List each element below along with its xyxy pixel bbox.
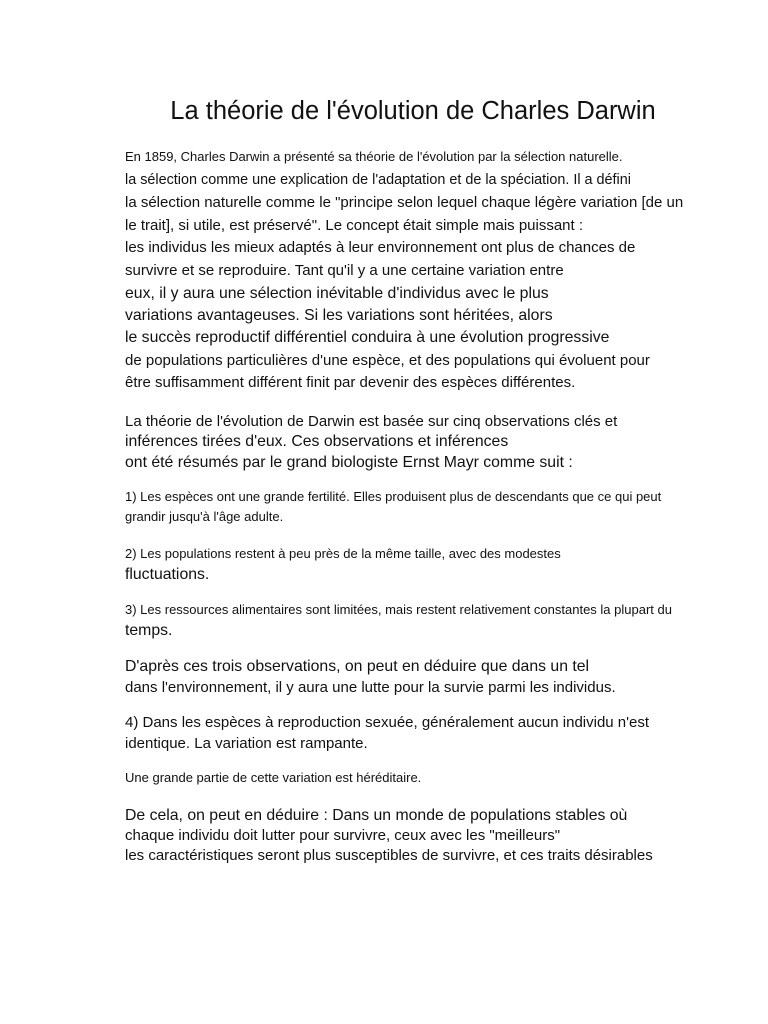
text-line: le succès reproductif différentiel conduira à une évolution progressive: [125, 329, 610, 346]
document-title: La théorie de l'évolution de Charles Darwin: [170, 97, 656, 125]
text-line: être suffisamment différent finit par devenir des espèces différentes.: [125, 374, 576, 391]
text-line: les caractéristiques seront plus susceptibles de survivre, et ces traits désirables: [125, 847, 653, 864]
text-line: 3) Les ressources alimentaires sont limitées, mais restent relativement constantes la plupart du: [125, 602, 672, 617]
text-line: Une grande partie de cette variation est héréditaire.: [125, 770, 422, 785]
text-line: fluctuations.: [125, 566, 210, 583]
text-line: En 1859, Charles Darwin a présenté sa théorie de l'évolution par la sélection naturelle.: [125, 149, 623, 164]
text-line: 1) Les espèces ont une grande fertilité. Elles produisent plus de descendants que ce qui peut: [125, 489, 662, 504]
text-line: 4) Dans les espèces à reproduction sexuée, généralement aucun individu n'est: [125, 714, 650, 731]
text-line: grandir jusqu'à l'âge adulte.: [125, 509, 284, 524]
text-line: 2) Les populations restent à peu près de la même taille, avec des modestes: [125, 546, 561, 561]
text-line: D'après ces trois observations, on peut en déduire que dans un tel: [125, 658, 590, 675]
text-line: variations avantageuses. Si les variations sont héritées, alors: [125, 307, 553, 324]
text-line: La théorie de l'évolution de Darwin est basée sur cinq observations clés et: [125, 413, 618, 430]
text-line: chaque individu doit lutter pour survivre, ceux avec les "meilleurs": [125, 827, 561, 844]
text-line: les individus les mieux adaptés à leur environnement ont plus de chances de: [125, 239, 636, 256]
text-line: la sélection comme une explication de l'adaptation et de la spéciation. Il a défini: [125, 172, 631, 188]
text-line: eux, il y aura une sélection inévitable d'individus avec le plus: [125, 285, 549, 302]
text-line: temps.: [125, 622, 173, 639]
text-line: dans l'environnement, il y aura une lutte pour la survie parmi les individus.: [125, 679, 616, 696]
text-line: de populations particulières d'une espèce, et des populations qui évoluent pour: [125, 352, 650, 369]
text-line: ont été résumés par le grand biologiste Ernst Mayr comme suit :: [125, 454, 573, 471]
text-line: De cela, on peut en déduire : Dans un monde de populations stables où: [125, 807, 628, 824]
text-line: le trait], si utile, est préservé". Le concept était simple mais puissant :: [125, 217, 584, 234]
text-line: identique. La variation est rampante.: [125, 735, 368, 752]
text-line: survivre et se reproduire. Tant qu'il y a une certaine variation entre: [125, 262, 564, 279]
text-line: inférences tirées d'eux. Ces observations et inférences: [125, 433, 509, 450]
text-line: la sélection naturelle comme le "principe selon lequel chaque légère variation [de un: [125, 194, 684, 211]
